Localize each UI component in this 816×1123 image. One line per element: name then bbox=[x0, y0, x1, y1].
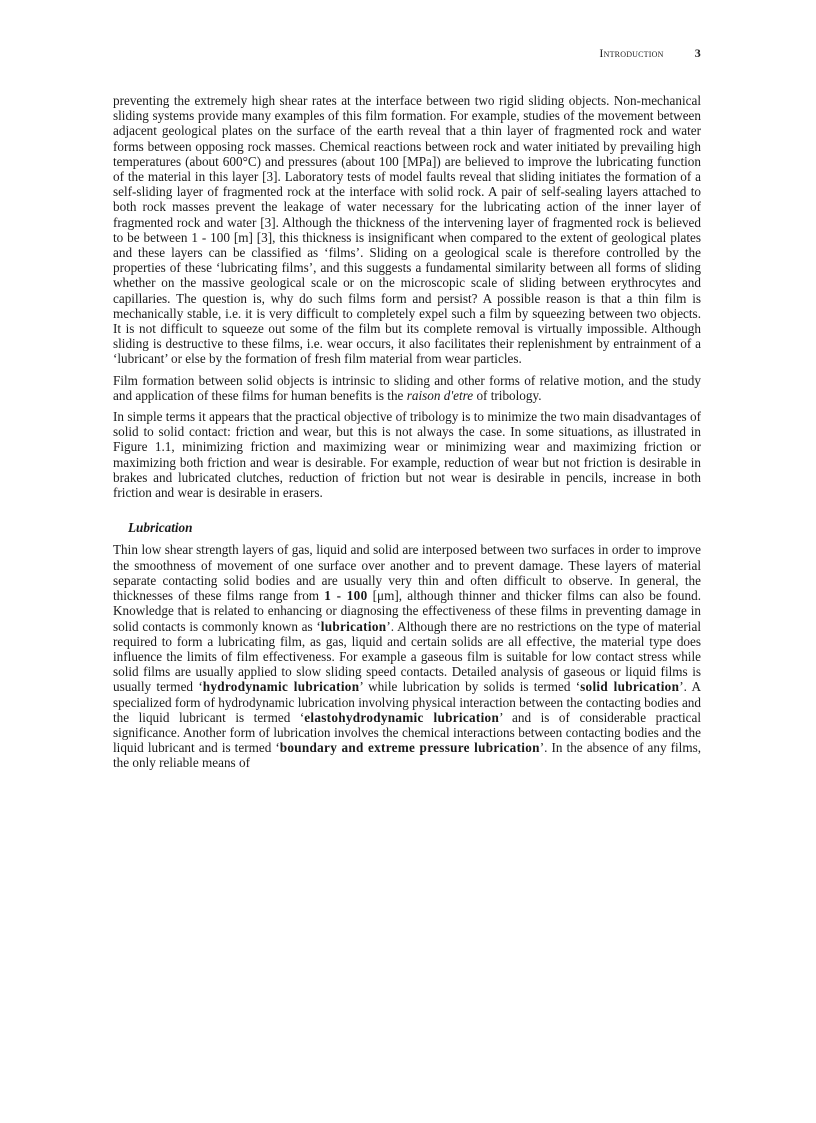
page-number: 3 bbox=[694, 46, 701, 60]
lubrication-text-2: [μm], although thinner and thicker films can also be found. Knowledge that is related to enhancing or diagnosing the effectiveness of these films in preventing damage in solid contacts is commonly known as ‘ bbox=[113, 588, 701, 634]
term-elastohydrodynamic-lubrication: elastohydrodynamic lubrication bbox=[304, 709, 500, 725]
chapter-title: Introduction bbox=[599, 46, 664, 60]
lubrication-text-3: ’. Although there are no restrictions on the type of material required to form a lubricating film, as gas, liquid and certain solids are all effective, the material type does influence the limits of film effectiveness. For example a gaseous film is suitable for low contact stress while solid films are usually applied to slow sliding speed contacts. Detailed analysis of gaseous or liquid films is usually termed ‘ bbox=[113, 618, 701, 695]
term-thickness-range: 1 - 100 bbox=[324, 588, 368, 604]
paragraph-tribology-purpose bbox=[113, 373, 701, 403]
paragraph-2-text-a: Film formation between solid objects is intrinsic to sliding and other forms of relative motion, and the study and application of these films for human benefits is the bbox=[113, 372, 701, 403]
lubrication-text-5: ’. A specialized form of hydrodynamic lubrication involving physical interaction between the contacting bodies and the liquid lubricant is termed ‘ bbox=[113, 679, 701, 725]
lubrication-text-4: ’ while lubrication by solids is termed ‘ bbox=[359, 679, 581, 695]
term-solid-lubrication: solid lubrication bbox=[580, 679, 680, 695]
term-boundary-lubrication: boundary and extreme pressure lubrication bbox=[279, 740, 540, 756]
paragraph-2-text-b: of tribology. bbox=[473, 387, 542, 403]
body-text bbox=[113, 93, 701, 777]
paragraph-film-formation: preventing the extremely high shear rates at the interface between two rigid sliding objects. Non-mechanical sliding systems provide many examples of this film formation. For example, studies of the movement between adjacent geological plates on the surface of the earth reveal that a thin layer of fragmented rock and water forms between opposing rock masses. Chemical reactions between rock and water initiated by prevailing high temperatures (about 600°C) and pressures (about 100 [MPa]) are believed to improve the lubricating function of the material in this layer [3]. Laboratory tests of model faults reveal that sliding initiates the formation of a self-sliding layer of fragmented rock at the interface with solid rock. A pair of self-sealing layers attached to both rock masses prevent the leakage of water necessary for the lubricating action of the inner layer of fragmented rock and water [3]. Although the thickness of the intervening layer of fragmented rock is believed to be between 1 - 100 [m] [3], this thickness is insignificant when compared to the extent of geological plates and these layers can be classified as ‘films’. Sliding on a geological scale is therefore controlled by the properties of these ‘lubricating films’, and this suggests a fundamental similarity between all forms of sliding whether on the massive geological scale or on the microscopic scale of sliding between erythrocytes and capillaries. The question is, why do such films form and persist? A possible reason is that a thin film is mechanically stable, i.e. it is very difficult to completely expel such a film by squeezing between two objects. It is not difficult to squeeze out some of the film but its complete removal is virtually impossible. Although sliding is destructive to these films, i.e. wear occurs, it also facilitates their replenishment by entrainment of a ‘lubricant’ or else by the formation of fresh film material from wear particles. bbox=[113, 93, 701, 367]
term-hydrodynamic-lubrication: hydrodynamic lubrication bbox=[202, 679, 360, 695]
lubrication-text-7: ’. In the absence of any films, the only reliable means of bbox=[113, 740, 702, 771]
lubrication-text-1: Thin low shear strength layers of gas, liquid and solid are interposed between two surfaces in order to improve the smoothness of movement of one surface over another and to prevent damage. These layers of material separate contacting solid bodies and are usually very thin and often difficult to observe. In general, the thicknesses of these films range from bbox=[113, 542, 701, 604]
running-head bbox=[113, 46, 701, 61]
section-heading-lubrication: Lubrication bbox=[128, 520, 193, 536]
paragraph-friction-wear: In simple terms it appears that the practical objective of tribology is to minimize the two main disadvantages of solid to solid contact: friction and wear, but this is not always the case. In some situations, as illustrated in Figure 1.1, minimizing friction and maximizing wear or minimizing wear and maximizing friction or maximizing both friction and wear is desirable. For example, reduction of wear but not friction is desirable in brakes and lubricated clutches, reduction of friction but not wear is desirable in pencils, increase in both friction and wear is desirable in erasers. bbox=[113, 409, 701, 501]
term-lubrication: lubrication bbox=[320, 618, 387, 634]
raison-detre: raison d'etre bbox=[406, 387, 474, 403]
lubrication-text-6: ’ and is of considerable practical significance. Another form of lubrication involves the chemical interactions between contacting bodies and the liquid lubricant and is termed ‘ bbox=[113, 709, 702, 756]
paragraph-lubrication bbox=[113, 542, 701, 770]
